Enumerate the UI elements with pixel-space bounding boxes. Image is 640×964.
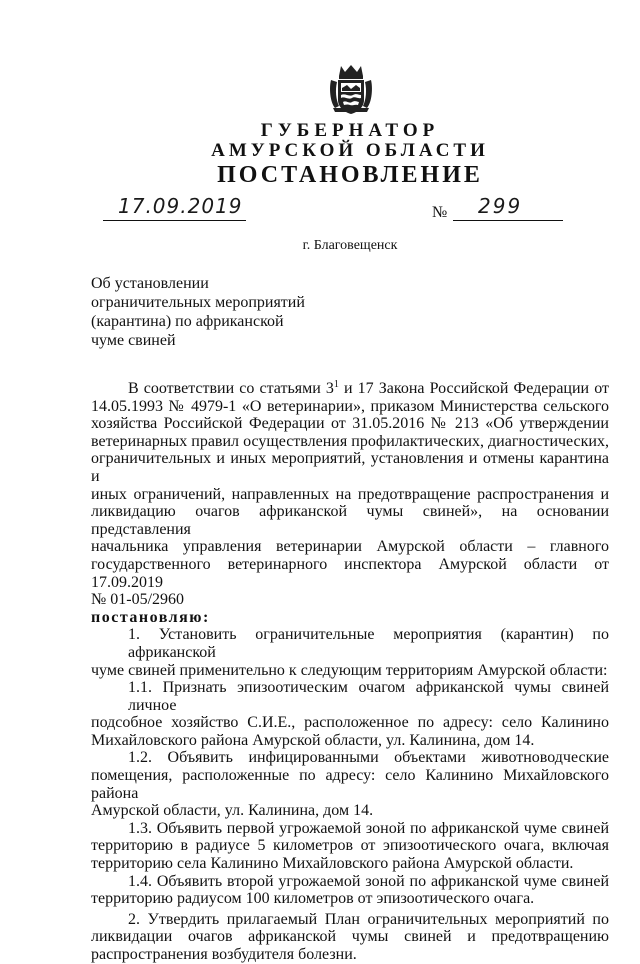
item-1-2-line: 1.2. Объявить инфицированными объектами животноводческие (128, 749, 609, 767)
item-2-line: 2. Утвердить прилагаемый План ограничительных мероприятий по (128, 910, 609, 928)
issue-city: г. Благовещенск (302, 238, 398, 253)
subject-line: чуме свиней (91, 332, 176, 349)
item-1-3-line: территорию в радиусе 5 километров от эпизоотического очага, включая (91, 837, 609, 855)
item-2-line: ликвидации очагов африканской чумы свиней и предотвращению (91, 928, 609, 946)
preamble-line: иных ограничений, направленных на предотвращение распространения и (91, 485, 609, 503)
document-type-title: ПОСТАНОВЛЕНИЕ (217, 162, 483, 188)
item-1-2-line: Амурской области, ул. Калинина, дом 14. (91, 802, 374, 820)
subject-line: (карантина) по африканской (91, 313, 284, 330)
date-underline (103, 220, 246, 221)
preamble-text: В соответствии со статьями 3 (128, 380, 334, 397)
preamble-line: ликвидацию очагов африканской чумы свиней», на основании представления (91, 503, 609, 538)
document-body (91, 380, 609, 964)
item-1-line: чуме свиней применительно к следующим территориям Амурской области: (91, 661, 608, 679)
coat-of-arms-icon (327, 62, 375, 116)
document-date: 17.09.2019 (118, 194, 243, 218)
number-label: № (432, 204, 448, 221)
item-1-1-line: Михайловского района Амурской области, ул. Калинина, дом 14. (91, 731, 535, 749)
decree-resolution-word: постановляю: (91, 608, 210, 626)
preamble-line: ветеринарных правил осуществления профилактических, диагностических, (91, 432, 609, 450)
item-2-line: распространения возбудителя болезни. (91, 946, 357, 963)
preamble-line: № 01-05/2960 (91, 591, 185, 609)
item-1-1-line: 1.1. Признать эпизоотическим очагом африканской чумы свиней личное (128, 679, 609, 714)
subject-line: ограничительных мероприятий (91, 294, 305, 311)
number-underline (453, 220, 563, 221)
item-1-3-line: 1.3. Объявить первой угрожаемой зоной по африканской чуме свиней (128, 819, 609, 837)
preamble-line: ограничительных и иных мероприятий, установления и отмены карантина и (91, 450, 609, 485)
item-1-1-line: подсобное хозяйство С.И.Е., расположенное по адресу: село Калинино (91, 714, 609, 732)
subject-line: Об установлении (91, 275, 209, 292)
preamble-line: начальника управления ветеринарии Амурской области – главного (91, 538, 609, 556)
document-subject (91, 274, 305, 350)
document-number: 299 (478, 194, 523, 218)
item-1-line: 1. Установить ограничительные мероприятия (карантин) по африканской (128, 626, 609, 661)
preamble-line (91, 380, 609, 398)
item-1-2-line: помещения, расположенные по адресу: село Калинино Михайловского района (91, 767, 609, 802)
issuer-title-line1: ГУБЕРНАТОР (260, 120, 440, 141)
item-1-4-line: 1.4. Объявить второй угрожаемой зоной по африканской чуме свиней (128, 872, 609, 890)
preamble-line: хозяйства Российской Федерации от 31.05.2016 № 213 «Об утверждении (91, 415, 609, 433)
item-1-4-line: территорию радиусом 100 километров от эпизоотического очага. (91, 890, 535, 908)
preamble-line: 14.05.1993 № 4979-1 «О ветеринарии», приказом Министерства сельского (91, 397, 609, 415)
footnote-superscript: 1 (333, 379, 339, 390)
issuer-title-line2: АМУРСКОЙ ОБЛАСТИ (211, 140, 489, 161)
preamble-line: государственного ветеринарного инспектора Амурской области от 17.09.2019 (91, 555, 609, 591)
preamble-text: и 17 Закона Российской Федерации от (338, 380, 610, 397)
item-1-3-line: территорию села Калинино Михайловского района Амурской области. (91, 855, 574, 873)
